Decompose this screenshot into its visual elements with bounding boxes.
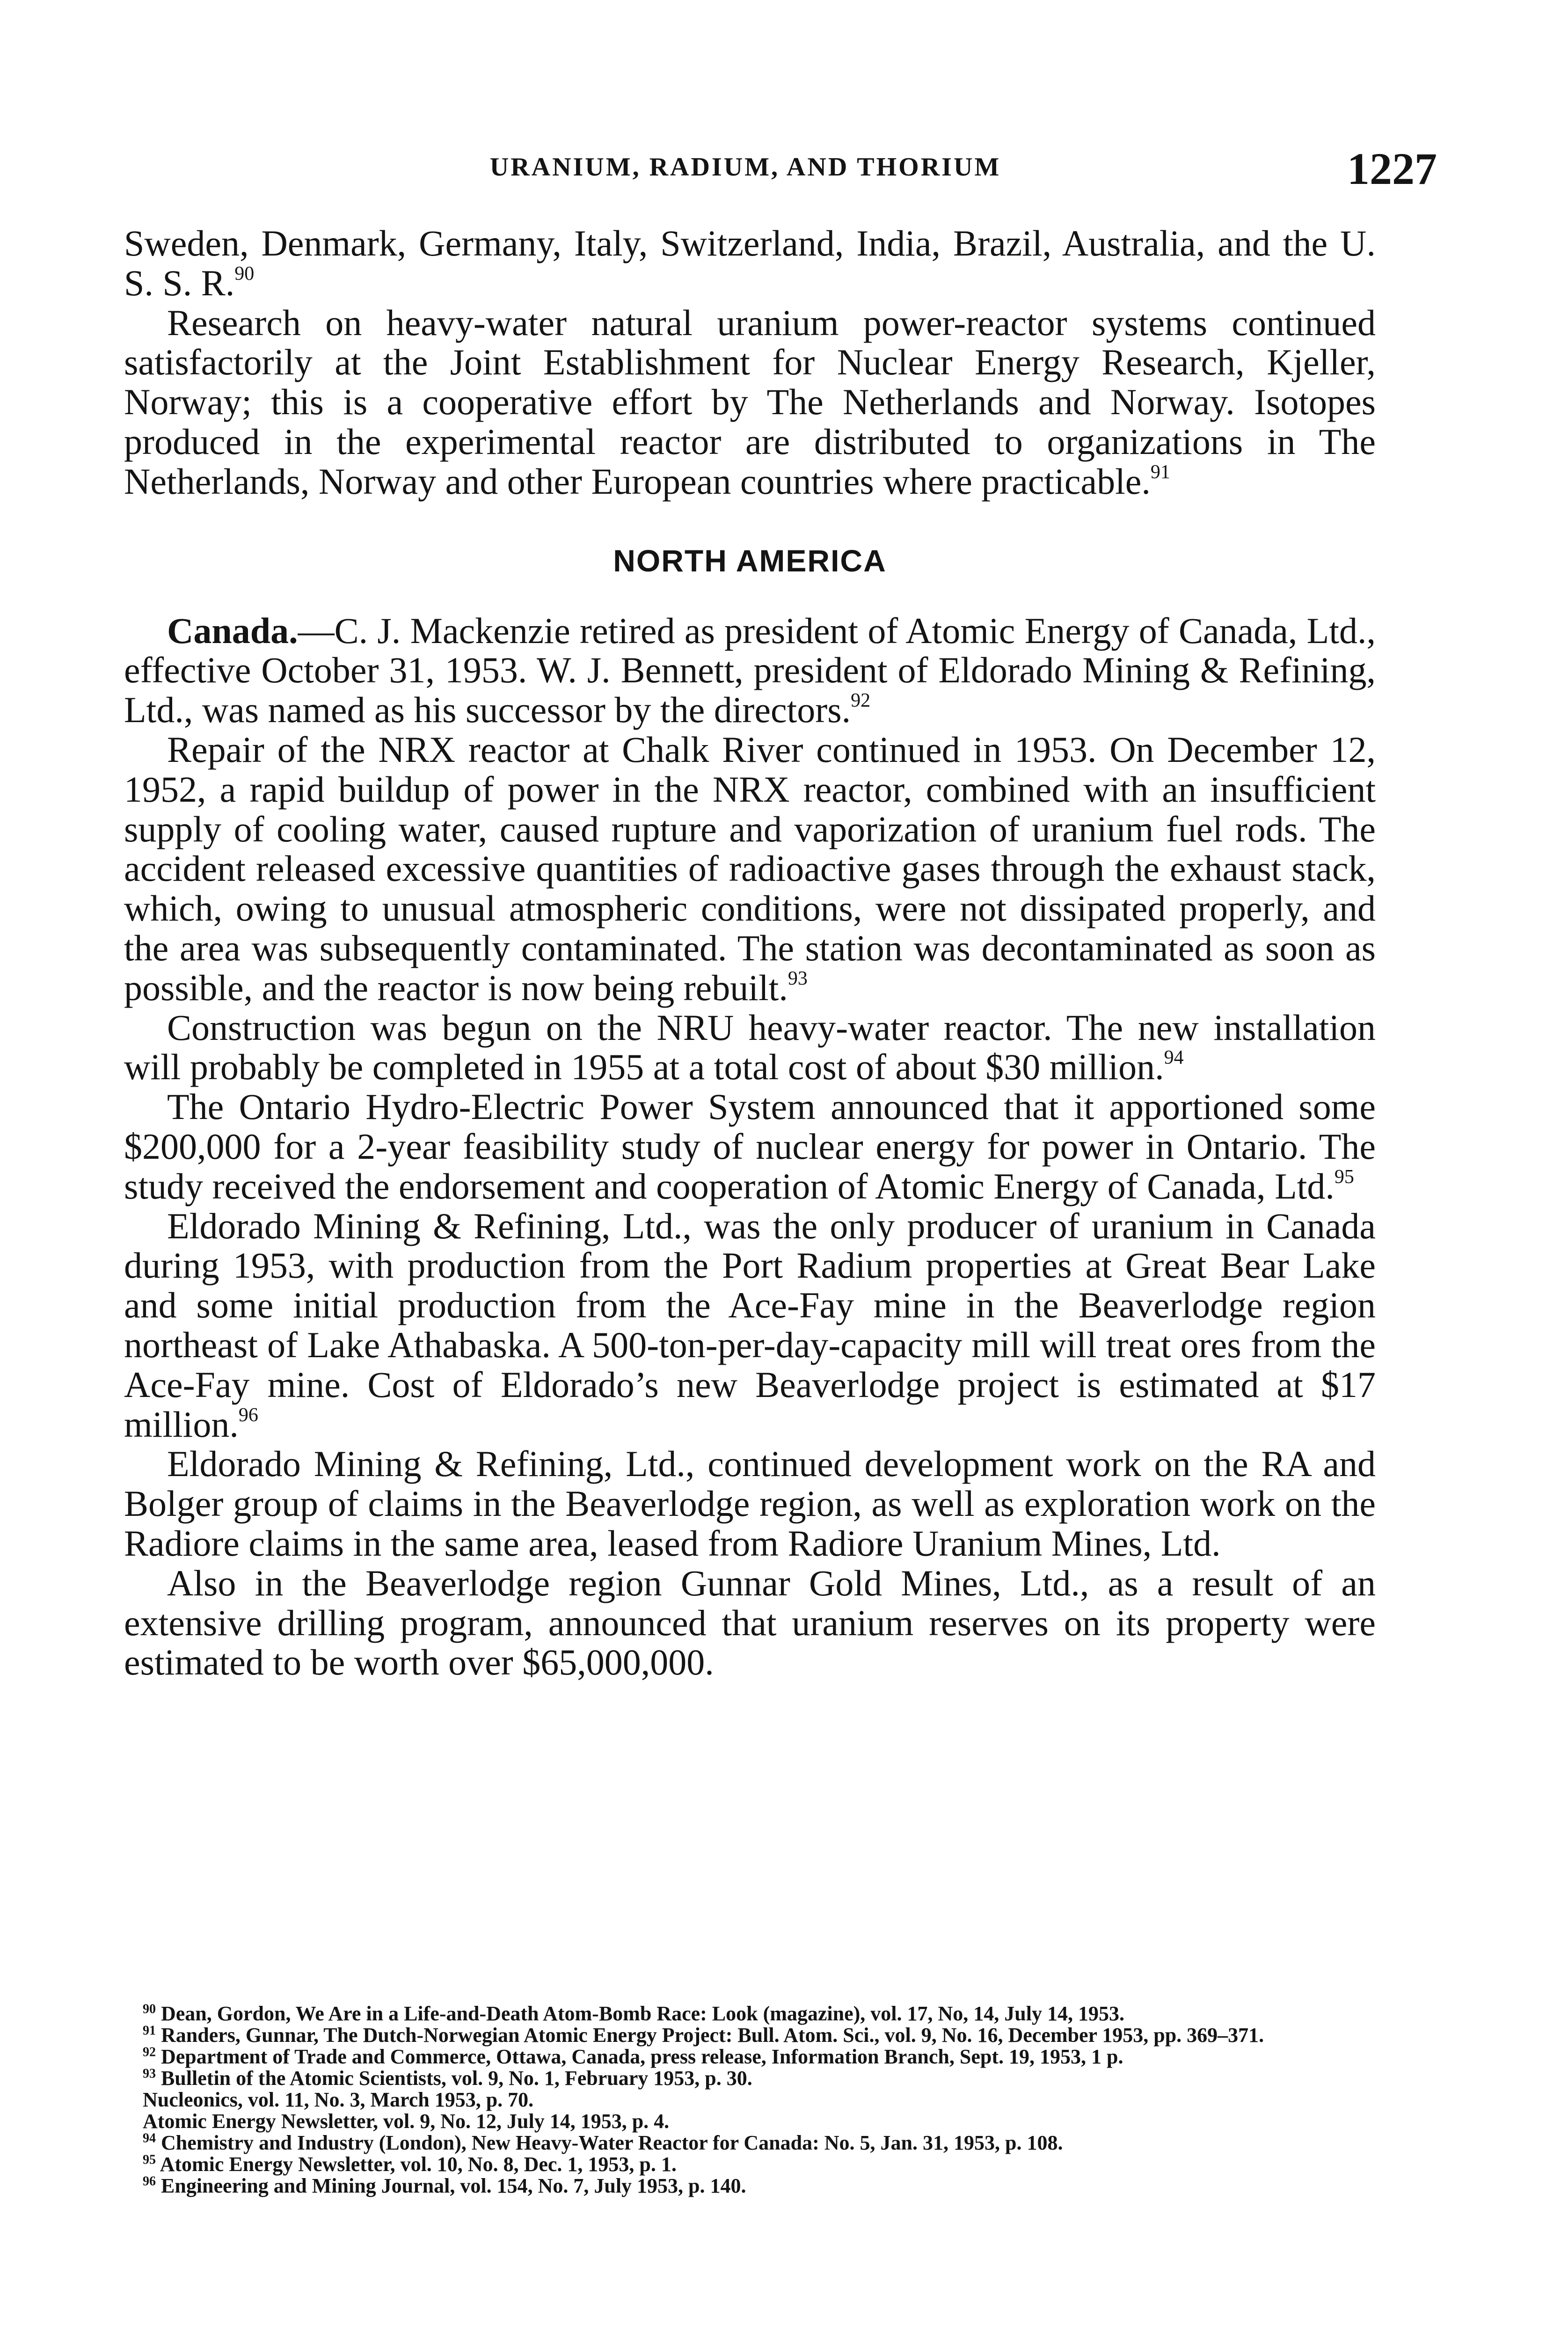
paragraph	[124, 224, 1376, 303]
footnote-text: Dean, Gordon, We Are in a Life-and-Death Atom-Bomb Race: Look (magazine), vol. 17, No, 14, July 14, 1953.	[161, 2002, 1124, 2025]
paragraph-text: Eldorado Mining & Refining, Ltd., was the only producer of uranium in Canada during 1953, with production from the Port Radium properties at Great Bear Lake and some initial production from the Ace-Fay mine in the Beaverlodge region northeast of Lake Athabaska. A 500-ton-per-day-capacity mill will treat ores from the Ace-Fay mine. Cost of Eldorado’s new Beaverlodge project is estimated at $17 million.	[124, 1205, 1376, 1445]
footnote	[124, 2068, 1376, 2089]
footnote-text: Atomic Energy Newsletter, vol. 10, No. 8, Dec. 1, 1953, p. 1.	[160, 2153, 677, 2176]
footnote	[124, 2003, 1376, 2025]
footnote	[124, 2025, 1376, 2046]
paragraph	[124, 303, 1376, 502]
footnote-mark: 96	[143, 2174, 156, 2189]
footnote-mark: 94	[143, 2131, 156, 2146]
footnote-ref: 91	[1150, 461, 1170, 483]
footnote	[124, 2132, 1376, 2154]
paragraph-text: Sweden, Denmark, Germany, Italy, Switzerland, India, Brazil, Australia, and the U. S. S. R.	[124, 223, 1376, 303]
footnote-ref: 96	[238, 1404, 258, 1426]
footnote-ref: 90	[234, 263, 255, 285]
run-in-heading: Canada.	[167, 610, 298, 651]
paragraph	[124, 1207, 1376, 1445]
paragraph-text: The Ontario Hydro-Electric Power System announced that it apportioned some $200,000 for a 2-year feasibility study of nuclear energy for power in Ontario. The study received the endorsement and cooperation of Atomic Energy of Canada, Ltd.	[124, 1086, 1376, 1207]
footnote-text: Atomic Energy Newsletter, vol. 9, No. 12, July 14, 1953, p. 4.	[143, 2110, 670, 2133]
footnotes	[124, 2003, 1376, 2197]
footnote	[124, 2175, 1376, 2197]
paragraph-text: —C. J. Mackenzie retired as president of Atomic Energy of Canada, Ltd., effective October 31, 1953. W. J. Bennett, president of Eldorado Mining & Refining, Ltd., was named as his successor by the directors.	[124, 610, 1376, 731]
footnote-text: Nucleonics, vol. 11, No. 3, March 1953, p. 70.	[143, 2088, 534, 2111]
footnote-mark: 91	[143, 2023, 156, 2038]
footnote	[124, 2046, 1376, 2068]
page-number: 1227	[1347, 144, 1437, 194]
paragraph	[124, 1008, 1376, 1088]
footnote-mark: 90	[143, 2002, 156, 2017]
footnote	[124, 2154, 1376, 2175]
body-text	[124, 224, 1376, 1682]
footnote	[124, 2089, 1376, 2111]
footnote-text: Chemistry and Industry (London), New Heavy-Water Reactor for Canada: No. 5, Jan. 31, 1953, p. 108.	[161, 2131, 1063, 2154]
paragraph	[124, 1564, 1376, 1682]
footnote-text: Bulletin of the Atomic Scientists, vol. 9, No. 1, February 1953, p. 30.	[161, 2067, 752, 2090]
paragraph-text: Also in the Beaverlodge region Gunnar Gold Mines, Ltd., as a result of an extensive drilling program, announced that uranium reserves on its property were estimated to be worth over $65,000,000.	[124, 1562, 1376, 1683]
paragraph-text: Construction was begun on the NRU heavy-water reactor. The new installation will probably be completed in 1955 at a total cost of about $30 million.	[124, 1007, 1376, 1088]
paragraph	[124, 1444, 1376, 1563]
section-heading: NORTH AMERICA	[613, 543, 887, 578]
paragraph-text: Repair of the NRX reactor at Chalk River continued in 1953. On December 12, 1952, a rapid buildup of power in the NRX reactor, combined with an insufficient supply of cooling water, caused rupture and vaporization of uranium fuel rods. The accident released excessive quantities of radioactive gases through the exhaust stack, which, owing to unusual atmospheric conditions, were not dissipated properly, and the area was subsequently contaminated. The station was decontaminated as soon as possible, and the reactor is now being rebuilt.	[124, 729, 1376, 1008]
footnote-mark: 92	[143, 2045, 156, 2060]
footnote-ref: 95	[1334, 1166, 1354, 1188]
footnote	[124, 2111, 1376, 2132]
footnote-ref: 94	[1164, 1047, 1184, 1069]
paragraph	[124, 1087, 1376, 1206]
running-header	[124, 143, 1437, 194]
footnote-ref: 93	[788, 967, 808, 989]
footnote-mark: 93	[143, 2066, 156, 2081]
footnote-text: Engineering and Mining Journal, vol. 154, No. 7, July 1953, p. 140.	[161, 2174, 746, 2197]
paragraph-text: Eldorado Mining & Refining, Ltd., continued development work on the RA and Bolger group of claims in the Beaverlodge region, as well as exploration work on the Radiore claims in the same area, leased from Radiore Uranium Mines, Ltd.	[124, 1443, 1376, 1564]
footnote-text: Department of Trade and Commerce, Ottawa, Canada, press release, Information Branch, Sept. 19, 1953, 1 p.	[161, 2045, 1123, 2068]
footnote-text: Randers, Gunnar, The Dutch-Norwegian Atomic Energy Project: Bull. Atom. Sci., vol. 9, No. 16, December 1953, pp. 369–371.	[161, 2024, 1264, 2047]
paragraph-canada	[124, 611, 1376, 730]
paragraph	[124, 730, 1376, 1008]
paragraph-text: Research on heavy-water natural uranium power-reactor systems continued satisfactorily at the Joint Establishment for Nuclear Energy Research, Kjeller, Norway; this is a cooperative effort by The Netherlands and Norway. Isotopes produced in the experimental reactor are distributed to organizations in The Netherlands, Norway and other European countries where practicable.	[124, 302, 1376, 502]
footnote-ref: 92	[851, 690, 871, 712]
running-title: URANIUM, RADIUM, AND THORIUM	[489, 153, 1001, 182]
footnote-mark: 95	[143, 2152, 156, 2167]
